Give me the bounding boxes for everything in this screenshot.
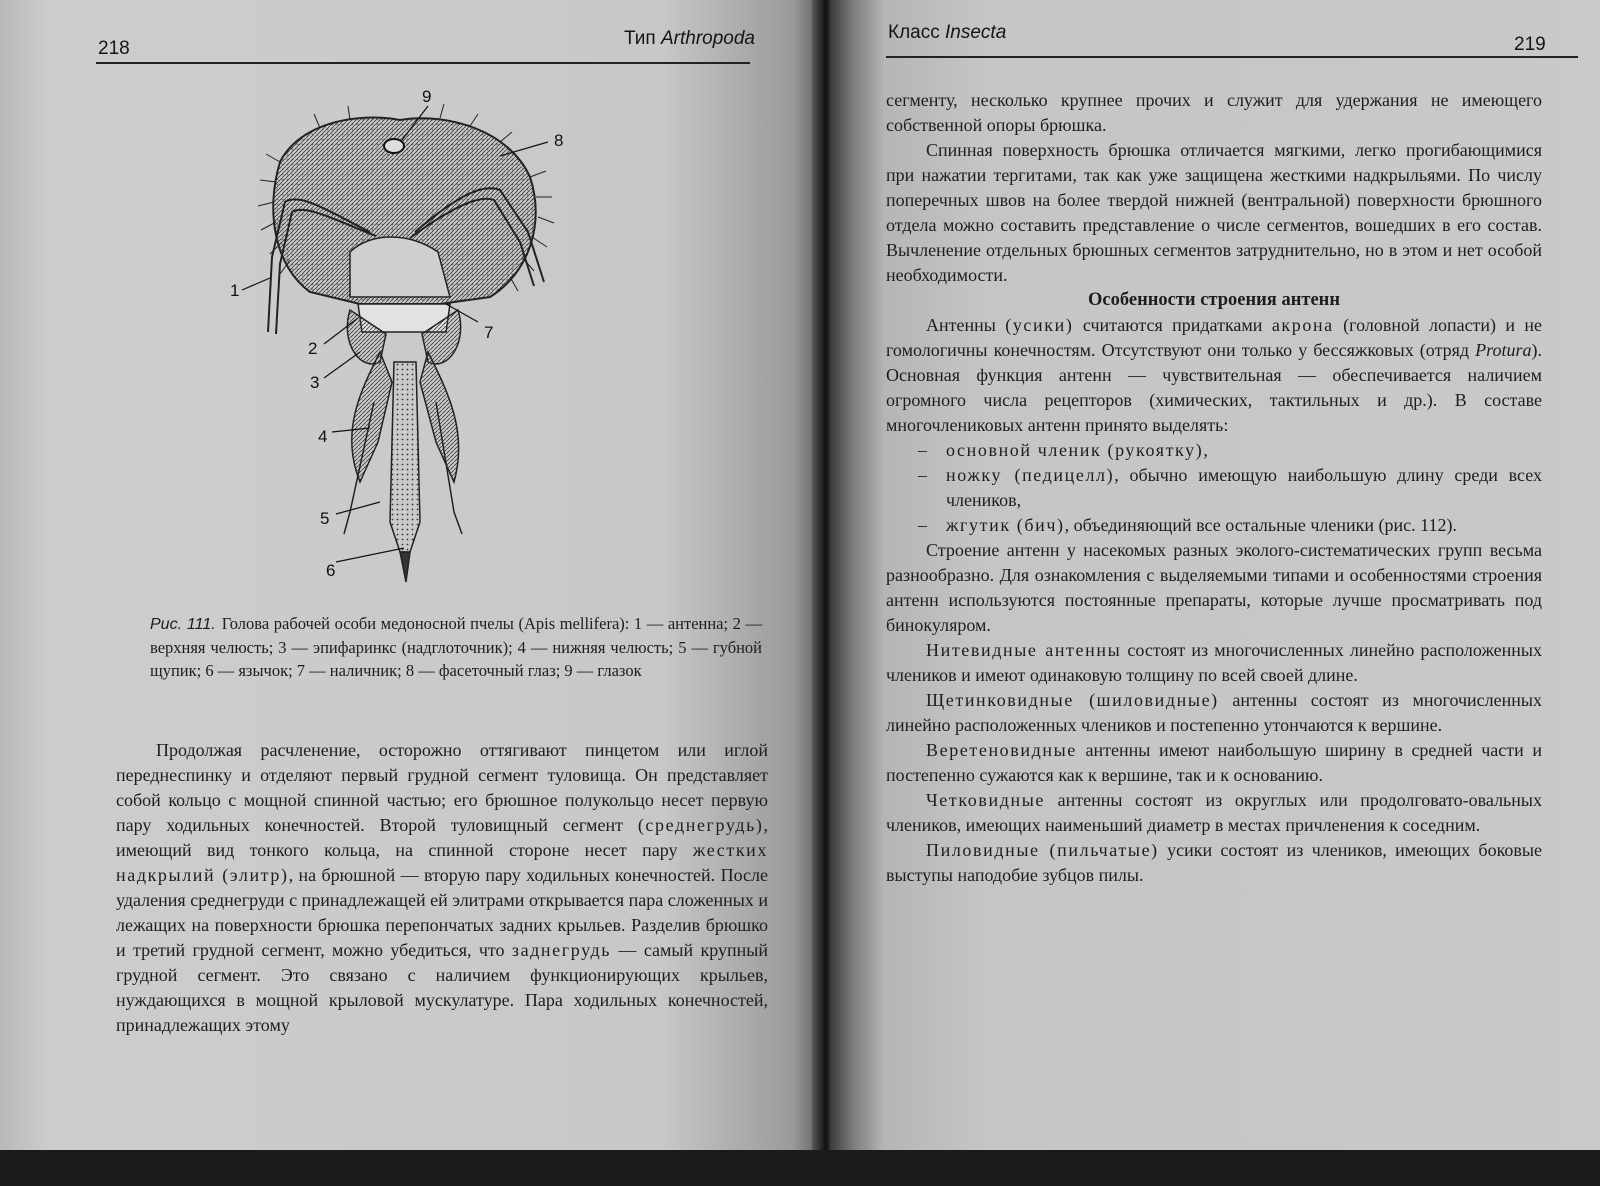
- term-elytra: жестких надкрылий (элитр): [116, 840, 768, 885]
- header-rule-right: [886, 56, 1578, 58]
- list-item: [886, 438, 1542, 463]
- paragraph-preparations: Строение антенн у насекомых разных эколого-систематических групп весьма разнообразно. Для ознакомления с выделяемыми типами и особенностями строения антенн используются постоянные препараты, которые лучше просматривать под бинокуляром.: [886, 540, 1542, 635]
- caption-text: Голова рабочей особи медоносной пчелы (Apis mellifera): 1 — антенна; 2 — верхняя челюсть; 3 — эпифаринкс (надглоточник); 4 — нижняя челюсть; 5 — губной щупик; 6 — язычок; 7 — наличник; 8 — фасеточный глаз; 9 — глазок: [150, 614, 762, 680]
- running-header-right: [888, 22, 1006, 44]
- list-item: [886, 513, 1542, 538]
- callout-3: 3: [310, 373, 320, 392]
- list-term: основной членик (рукоятку): [946, 440, 1204, 460]
- right-body-text: [886, 88, 1542, 888]
- list-rest: , обычно имеющую наибольшую длину среди всех члеников,: [946, 465, 1542, 510]
- paragraph-abdomen: Спинная поверхность брюшка отличается мягкими, легко прогибающимися при нажатии тергитами, так как уже защищена жесткими надкрыльями. По числу поперечных швов на более твердой нижней (вентральной) поверхности брюшного отдела можно составить представление о числе сегментов, вошедших в его состав. Вычленение отдельных брюшных сегментов затруднительно, но в этом и нет особой необходимости.: [886, 140, 1542, 285]
- list-rest: , объединяющий все остальные членики (рис. 112).: [1064, 515, 1457, 535]
- text-run: ). Основная функция антенн — чувствительная — обеспечивается наличием огромного числа рецепторов (химических, тактильных и др.). В составе многочлениковых антенн принято выделять:: [886, 340, 1543, 435]
- type-term: Четковидные: [926, 790, 1045, 810]
- paragraph-type-moniliform: [886, 788, 1542, 838]
- term-metathorax: заднегрудь: [511, 940, 612, 960]
- left-body-text: [116, 738, 768, 1038]
- bee-head-figure: [210, 82, 590, 602]
- paragraph-continued: сегменту, несколько крупнее прочих и служит для удержания не имеющего собственной опоры брюшка.: [886, 90, 1542, 135]
- type-term: Пиловидные (пильчатые): [926, 840, 1159, 860]
- type-description: антенны имеют наибольшую ширину в средней части и постепенно сужаются как к вершине, так и к основанию.: [886, 740, 1542, 785]
- type-description: антенны состоят из многочисленных линейно расположенных члеников и постепенно утончаются к вершине.: [886, 690, 1543, 735]
- type-description: состоят из многочисленных линейно расположенных члеников и имеют одинаковую толщину по всей своей длине.: [886, 640, 1542, 685]
- page-number-right: 219: [1514, 34, 1546, 55]
- list-rest: ,: [1203, 440, 1208, 460]
- running-header-left: [624, 28, 755, 50]
- type-description: усики состоят из члеников, имеющих боковые выступы наподобие зубцов пилы.: [886, 840, 1543, 885]
- paragraph-type-filiform: [886, 638, 1542, 688]
- paragraph-type-fusiform: [886, 738, 1542, 788]
- term-mesothorax: (среднегрудь): [637, 815, 764, 835]
- text-run: Антенны: [926, 315, 996, 335]
- list-dash: –: [918, 440, 927, 460]
- type-term: Щетинковидные (шиловидные): [926, 690, 1219, 710]
- header-taxon-right: Insecta: [945, 22, 1007, 43]
- antenna-parts-list: [886, 438, 1542, 538]
- type-description: антенны состоят из округлых или продолговато-овальных члеников, имеющих наименьший диаметр в местах причленения к соседним.: [886, 790, 1542, 835]
- left-paragraph: [116, 738, 768, 1038]
- type-term: Нитевидные антенны: [926, 640, 1122, 660]
- text-run: считаются придатками: [1082, 315, 1263, 335]
- list-term: жгутик (бич): [946, 515, 1065, 535]
- term-usiki: (усики): [1005, 315, 1074, 335]
- text-run: Продолжая расчленение, осторожно оттягивают пинцетом или иглой переднеспинку и отделяют первый грудной сегмент туловища. Он представляет собой кольцо с мощной спинной частью; его брюшное полукольцо несет первую пару ходильных конечностей. Второй туловищный сегмент: [116, 740, 768, 835]
- type-term: Веретеновидные: [926, 740, 1077, 760]
- text-run: (головной лопасти) и не гомологичны конечностям. Отсутствуют они только у бессяжковых (отряд: [886, 315, 1543, 360]
- callout-9: 9: [422, 87, 432, 106]
- paragraph-antennae: [886, 313, 1542, 438]
- text-run: — самый крупный грудной сегмент. Это связано с наличием функционирующих крыльев, нуждающихся в мощной крыловой мускулатуре. Пара ходильных конечностей, принадлежащих этому: [116, 940, 768, 1035]
- figure-caption: [150, 612, 762, 682]
- text-run: , на брюшной — вторую пару ходильных конечностей. После удаления среднегруди с принадлежащей ей элитрами открывается пара сложенных и лежащих на поверхности брюшка перепончатых задних крыльев. Разделив брюшко и третий грудной сегмент, можно убедиться, что: [116, 865, 768, 960]
- callout-5: 5: [320, 509, 330, 528]
- term-acron: акрона: [1271, 315, 1334, 335]
- page-number-left: 218: [98, 38, 130, 59]
- caption-label: Рис. 111.: [150, 616, 216, 633]
- paragraph-type-serrate: [886, 838, 1542, 888]
- callout-6: 6: [326, 561, 336, 580]
- list-term: ножку (педицелл): [946, 465, 1115, 485]
- taxon-protura: Protura: [1475, 340, 1532, 360]
- list-item: [886, 463, 1542, 513]
- paragraph-type-setaceous: [886, 688, 1542, 738]
- list-dash: –: [918, 465, 927, 485]
- proboscis: [344, 352, 462, 582]
- header-rule-left: [96, 62, 750, 64]
- header-prefix-left: Тип: [624, 28, 656, 49]
- callout-1: 1: [230, 281, 240, 300]
- callout-2: 2: [308, 339, 318, 358]
- text-run: , имеющий вид тонкого кольца, на спинной стороне несет пару: [116, 815, 769, 860]
- callout-8: 8: [554, 131, 564, 150]
- callout-4: 4: [318, 427, 328, 446]
- header-taxon-left: Arthropoda: [660, 28, 755, 49]
- scan-bottom-edge: [0, 1150, 1600, 1186]
- header-prefix-right: Класс: [888, 22, 940, 43]
- list-dash: –: [918, 515, 927, 535]
- ocellus: [384, 139, 404, 153]
- section-heading: Особенности строения антенн: [1088, 290, 1340, 310]
- callout-7: 7: [484, 323, 494, 342]
